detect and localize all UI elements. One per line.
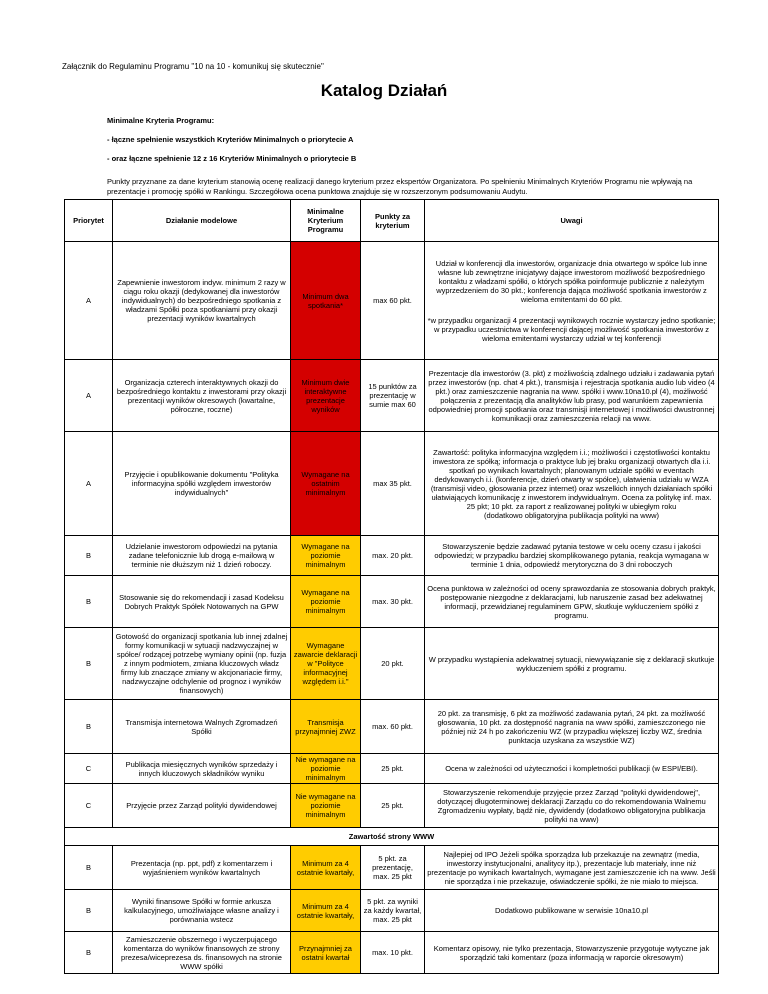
notes-cell [425,932,719,974]
priority-cell: C [65,784,113,828]
points-cell: 5 pkt. za wyniki za każdy kwartał, max. 25 pkt [361,890,425,932]
minimum-cell: Wymagane na poziomie minimalnym [291,576,361,628]
notes-text: Najlepiej od IPO Jeżeli spółka sporządza lub przekazuje na zewnątrz (media, inwestorzy instytucjonalni, analitycy itp.), prezentacje lub materiały, inne niż prezentacje po wynikach kwartalnych, wymagane jest zamieszczenie ich na www. Jeśli nie sporządza i nie przekazuje, oświadczenie spółki, że nie miało to miejsca. [427,849,716,886]
priority-cell: B [65,890,113,932]
criteria-line-1: - łączne spełnienie wszystkich Kryteriów Minimalnych o priorytecie A [107,135,354,144]
section-row [65,828,719,846]
notes-text: 20 pkt. za transmisję, 6 pkt za możliwość zadawania pytań, 24 pkt. za możliwość głosowania, 10 pkt. za dostępność nagrania na www spółki, zamieszczonego nie później niż 24 h po zakończeniu WZ (w przypadku większej liczby WZ, średnia punktacja uzyskana za wszystkie WZ) [437,708,706,745]
section-title: Zawartość strony WWW [65,828,719,846]
priority-cell: B [65,932,113,974]
action-cell: Udzielanie inwestorom odpowiedzi na pytania zadane telefonicznie lub drogą e-mailową w terminie nie dłuższym niż 1 dzień roboczy. [113,536,291,576]
header-points: Punkty za kryterium [361,200,425,242]
action-cell: Publikacja miesięcznych wyników sprzedaży i innych kluczowych składników wyniku [113,754,291,784]
actions-table [64,199,719,974]
notes-cell [425,360,719,432]
action-cell: Zapewnienie inwestorom indyw. minimum 2 razy w ciągu roku okazji (dedykowanej dla inwestorów indywidualnych) do bezpośredniego spotkania z władzami Spółki poza spotkaniami przy okazji prezentacji wyników kwartalnych [113,242,291,360]
action-cell: Prezentacja (np. ppt, pdf) z komentarzem i wyjaśnieniem wyników kwartalnych [113,846,291,890]
action-cell: Zamieszczenie obszernego i wyczerpującego komentarza do wyników finansowych ze strony prezesa/wiceprezesa ds. finansowych na stronie WWW spółki [113,932,291,974]
minimum-cell: Minimum za 4 ostatnie kwartały, [291,846,361,890]
priority-cell: A [65,242,113,360]
priority-cell: B [65,700,113,754]
priority-cell: B [65,846,113,890]
notes-text: Stowarzyszenie będzie zadawać pytania testowe w celu oceny czasu i jakości odpowiedzi; w przypadku bardziej skomplikowanego pytania, reakcja wymagana w terminie 1 dnia, odpowiedź merytoryczna do 3 dni roboczych [434,542,709,569]
points-cell: max. 10 pkt. [361,932,425,974]
table-row [65,242,719,360]
action-cell: Wyniki finansowe Spółki w formie arkusza kalkulacyjnego, umożliwiające własne analizy i porównania wstecz [113,890,291,932]
criteria-line-2: - oraz łączne spełnienie 12 z 16 Kryteriów Minimalnych o priorytecie B [107,154,357,163]
notes-text: Dodatkowo publikowane w serwisie 10na10.pl [494,906,648,915]
priority-cell: A [65,432,113,536]
minimum-cell: Wymagane na poziomie minimalnym [291,536,361,576]
action-cell: Przyjęcie przez Zarząd polityki dywidendowej [113,784,291,828]
minimum-cell: Przynajmniej za ostatni kwartał [291,932,361,974]
minimum-cell: Minimum za 4 ostatnie kwartały, [291,890,361,932]
notes-cell [425,536,719,576]
notes-cell [425,242,719,360]
notes-text-extra: *w przypadku organizacji 4 prezentacji wynikowych rocznie wystarczy jedno spotkanie; w przypadku uczestnictwa w konferencji dającej możliwość spotkania inwestorów z wieloma emitentami wystarczy udział w tej konferencji [427,315,716,343]
criteria-heading: Minimalne Kryteria Programu: [107,116,215,125]
points-cell: max. 30 pkt. [361,576,425,628]
notes-text: Zawartość: polityka informacyjna względem i.i.; możliwości i częstotliwości kontaktu inwestora ze spółką; informacja o praktyce lub jej braku organizacji otwartych dla i.i. spotkań po wynikach kwartalnych; planowanym udziale spółki w eventach dedykowanych i.i. (konferencje, dzień otwarty w spółce), ułatwienia udziału w WZA (transmisji video, głosowania przez internet) oraz wszelkich innych działaniach spółki ułatwiających komunikację z inwestorem indywidualnym. Ocena za politykę inf. max. 25 pkt; 10 pkt. za raport z realizowanej polityki w ubiegłym roku [430,447,713,511]
table-row [65,700,719,754]
table-header-row [65,200,719,242]
minimum-cell: Wymagane zawarcie deklaracji w "Polityce informacyjnej względem i.i." [291,628,361,700]
action-cell: Gotowość do organizacji spotkania lub innej zdalnej formy komunikacji w sytuacji nadzwyczajnej w spółce/ rodzącej potrzebę wymiany opinii (np. fuzja z innym podmiotem, zmiana kluczowych władz firmy lub znaczące zmiany w akcjonariacie firmy, nadzwyczajne odchylenie od prognoz i wyników finansowych) [113,628,291,700]
minimum-cell: Transmisja przynajmniej ZWZ [291,700,361,754]
table-row [65,432,719,536]
notes-text: Stowarzyszenie rekomenduje przyjęcie przez Zarząd "polityki dywidendowej", dotyczącej długoterminowej deklaracji Zarządu co do rekomendowania Walnemu Zgromadzeniu wypłaty, bądź nie, dywidendy (dodatkowo obligatoryjna publikacja polityki na www) [437,787,706,824]
header-notes: Uwagi [425,200,719,242]
action-cell: Przyjęcie i opublikowanie dokumentu "Polityka informacyjna spółki względem inwestorów indywidualnych" [113,432,291,536]
table-row [65,890,719,932]
points-cell: max 60 pkt. [361,242,425,360]
notes-text: Ocena w zależności od użyteczności i kompletności publikacji (w ESPI/EBI). [445,764,698,773]
priority-cell: B [65,576,113,628]
notes-cell [425,432,719,536]
table-row [65,754,719,784]
page-title: Katalog Działań [320,81,448,100]
header-action: Działanie modelowe [113,200,291,242]
criteria-block [107,111,356,168]
table-row [65,784,719,828]
notes-cell [425,628,719,700]
table-row [65,846,719,890]
header-note: Załącznik do Regulaminu Programu "10 na 10 - komunikuj się skutecznie" [62,62,324,71]
priority-cell: C [65,754,113,784]
minimum-cell: Nie wymagane na poziomie minimalnym [291,754,361,784]
notes-cell [425,784,719,828]
notes-text: W przypadku wystąpienia adekwatnej sytuacji, niewywiązanie się z deklaracji skutkuje wykluczeniem spółki z programu. [428,654,715,673]
points-cell: 25 pkt. [361,754,425,784]
notes-text: Komentarz opisowy, nie tylko prezentacja, Stowarzyszenie przygotuje wytyczne jak sporządzić taki komentarz (poza informacją w raporcie okresowym) [433,943,710,962]
notes-cell [425,754,719,784]
minimum-cell: Minimum dwa spotkania* [291,242,361,360]
notes-text: Ocena punktowa w zależności od oceny sprawozdania ze stosowania dobrych praktyk, postępowanie niezgodne z deklaracjami, lub naruszenie zasad bez adekwatnej informacji, przewidzianej regulaminem GPW, skutkuje wykluczeniem spółki z programu. [427,583,716,620]
table-row [65,628,719,700]
points-cell: max. 60 pkt. [361,700,425,754]
notes-cell [425,700,719,754]
notes-cell [425,846,719,890]
points-cell: 15 punktów za prezentację w sumie max 60 [361,360,425,432]
points-cell: 25 pkt. [361,784,425,828]
notes-text: Udział w konferencji dla inwestorów, organizacje dnia otwartego w spółce lub inne własne lub zewnętrzne inicjatywy dające inwestorom możliwość bezpośredniego kontaktu z władzami spółki, o których spółka poinformuje publicznie z należytym wyprzedzeniem do 30 pkt.; konferencja dająca możliwość spotkania inwestorów z wieloma emitentami do 60 pkt. [435,258,708,304]
priority-cell: A [65,360,113,432]
table-row [65,536,719,576]
points-cell: 5 pkt. za prezentację, max. 25 pkt [361,846,425,890]
priority-cell: B [65,628,113,700]
priority-cell: B [65,536,113,576]
points-cell: 20 pkt. [361,628,425,700]
table-row [65,360,719,432]
minimum-cell: Nie wymagane na poziomie minimalnym [291,784,361,828]
action-cell: Organizacja czterech interaktywnych okazji do bezpośredniego kontaktu z inwestorami przy okazji prezentacji wyników okresowych (kwartalne, półroczne, roczne) [113,360,291,432]
header-priority: Priorytet [65,200,113,242]
action-cell: Stosowanie się do rekomendacji i zasad Kodeksu Dobrych Praktyk Spółek Notowanych na GPW [113,576,291,628]
minimum-cell: Wymagane na ostatnim minimalnym [291,432,361,536]
points-cell: max 35 pkt. [361,432,425,536]
table-row [65,932,719,974]
notes-text: Prezentacje dla inwestorów (3. pkt) z możliwością zdalnego udziału i zadawania pytań przez inwestorów (np. chat 4 pkt.), transmisja i rejestracja spotkania audio lub video (4 pkt.) oraz zamieszczenie nagrania na www. spółki i www.10na10.pl (4), możliwość połączenia z prezentacją dla analityków lub prasy, pod warunkiem zapewnienia odpowiedniej promocji spotkania oraz transmisji internetowej i możliwości dwustronnej komunikacji oraz zamieszczenia relacji na www. [428,368,715,423]
notes-cell [425,890,719,932]
table-row [65,576,719,628]
minimum-cell: Minimum dwie interaktywne prezentacje wyników [291,360,361,432]
intro-text: Punkty przyznane za dane kryterium stanowią ocenę realizacji danego kryterium przez ekspertów Organizatora. Po spełnieniu Minimalnych Kryteriów Programu nie wpływają na prezentacje i promocję spółki w Rankingu. Szczegółowa ocena punktowa znajduje się w rozszerzonym podsumowaniu Audytu. [107,177,693,196]
header-minimum: Minimalne Kryterium Programu [291,200,361,242]
notes-cell [425,576,719,628]
action-cell: Transmisja internetowa Walnych Zgromadzeń Spółki [113,700,291,754]
points-cell: max. 20 pkt. [361,536,425,576]
notes-text-extra: (dodatkowo obligatoryjna publikacja polityki na www) [483,510,660,520]
